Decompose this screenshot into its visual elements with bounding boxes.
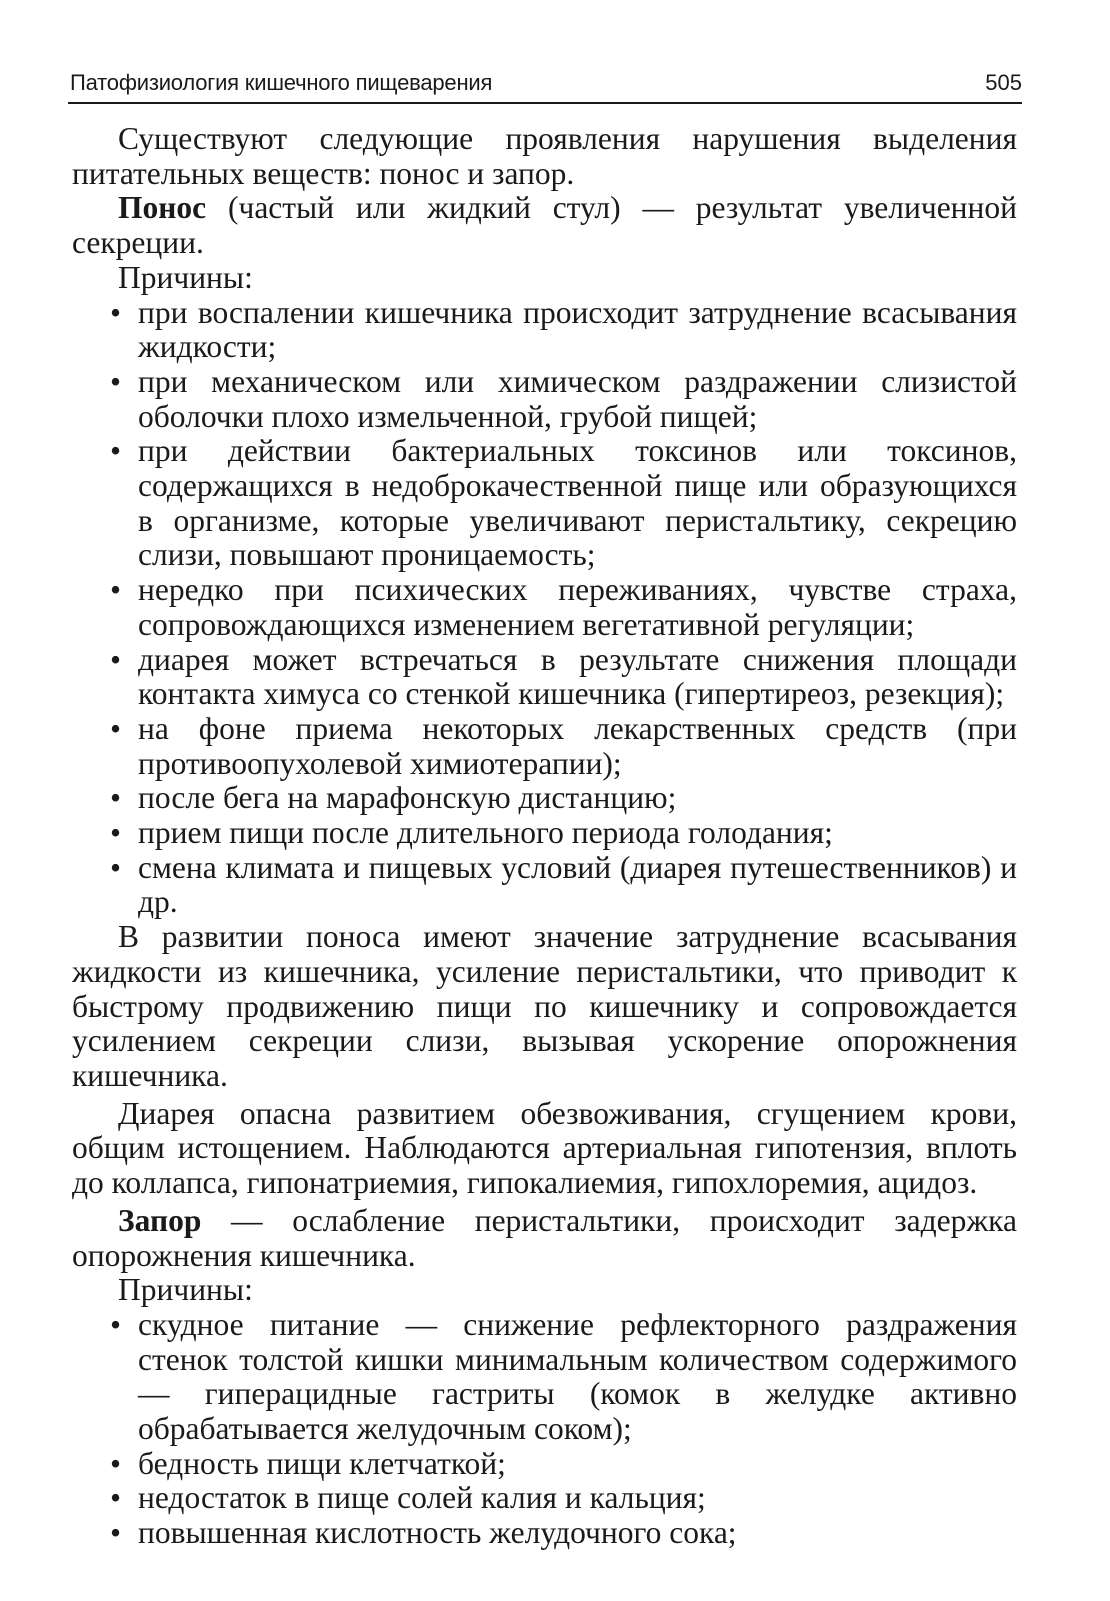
list-item: • смена климата и пищевых условий (диарея путешественников) и др. [72, 851, 1017, 920]
diarrhea-danger-paragraph: Диарея опасна развитием обезвоживания, сгущением крови, общим истощением. Наблюдаются артериальная гипотензия, вплоть до коллапса, гипонатриемия, гипокалиемия, гипохлоремия, ацидоз. [72, 1095, 1017, 1201]
diarrhea-definition [72, 191, 1017, 260]
diarrhea-definition-text: (частый или жидкий стул) — результат увеличенной секреции. [72, 190, 1017, 261]
list-item: • прием пищи после длительного периода голодания; [72, 816, 1017, 851]
constipation-causes-label: Причины: [118, 1272, 253, 1308]
intro-paragraph: Существуют следующие проявления нарушения выделения питательных веществ: понос и запор. [72, 121, 1017, 191]
page-body [72, 122, 1017, 1551]
constipation-term: Запор [118, 1202, 202, 1238]
list-item: • при механическом или химическом раздражении слизистой оболочки плохо измельченной, грубой пищей; [72, 365, 1017, 434]
page-number: 505 [985, 70, 1022, 95]
list-item: • при действии бактериальных токсинов или токсинов, содержащихся в недоброкачественной пище или образующихся в организме, которые увеличивают перистальтику, секрецию слизи, повышают проницаемость; [72, 434, 1017, 573]
list-item: • бедность пищи клетчаткой; [72, 1447, 1017, 1482]
constipation-definition-text: — ослабление перистальтики, происходит задержка опорожнения кишечника. [72, 1202, 1017, 1273]
constipation-definition [72, 1204, 1017, 1273]
list-item: • после бега на марафонскую дистанцию; [72, 781, 1017, 816]
list-item: • диарея может встречаться в результате снижения площади контакта химуса со стенкой кишечника (гипертиреоз, резекция); [72, 643, 1017, 712]
list-item: • нередко при психических переживаниях, чувстве страха, сопровождающихся изменением вегетативной регуляции; [72, 573, 1017, 642]
list-item: • скудное питание — снижение рефлекторного раздражения стенок толстой кишки минимальным количеством содержимого — гиперацидные гастриты (комок в желудке активно обрабатывается желудочным соком); [72, 1308, 1017, 1447]
list-item: • на фоне приема некоторых лекарственных средств (при противоопухолевой химиотерапии); [72, 712, 1017, 781]
list-item: • недостаток в пище солей калия и кальция; [72, 1481, 1017, 1516]
constipation-causes-list [72, 1308, 1017, 1551]
diarrhea-development-paragraph: В развитии поноса имеют значение затруднение всасывания жидкости из кишечника, усиление перистальтики, что приводит к быстрому продвижению пищи по кишечнику и сопровождается усилением секреции слизи, вызывая ускорение опорожнения кишечника. [72, 919, 1017, 1093]
diarrhea-causes-label: Причины: [118, 259, 253, 295]
list-item: • при воспалении кишечника происходит затруднение всасывания жидкости; [72, 296, 1017, 365]
running-header [68, 66, 1022, 104]
diarrhea-term: Понос [118, 190, 207, 226]
chapter-title: Патофизиология кишечного пищеварения [70, 70, 493, 95]
diarrhea-causes-list [72, 296, 1017, 921]
list-item: • повышенная кислотность желудочного сока; [72, 1516, 1017, 1551]
